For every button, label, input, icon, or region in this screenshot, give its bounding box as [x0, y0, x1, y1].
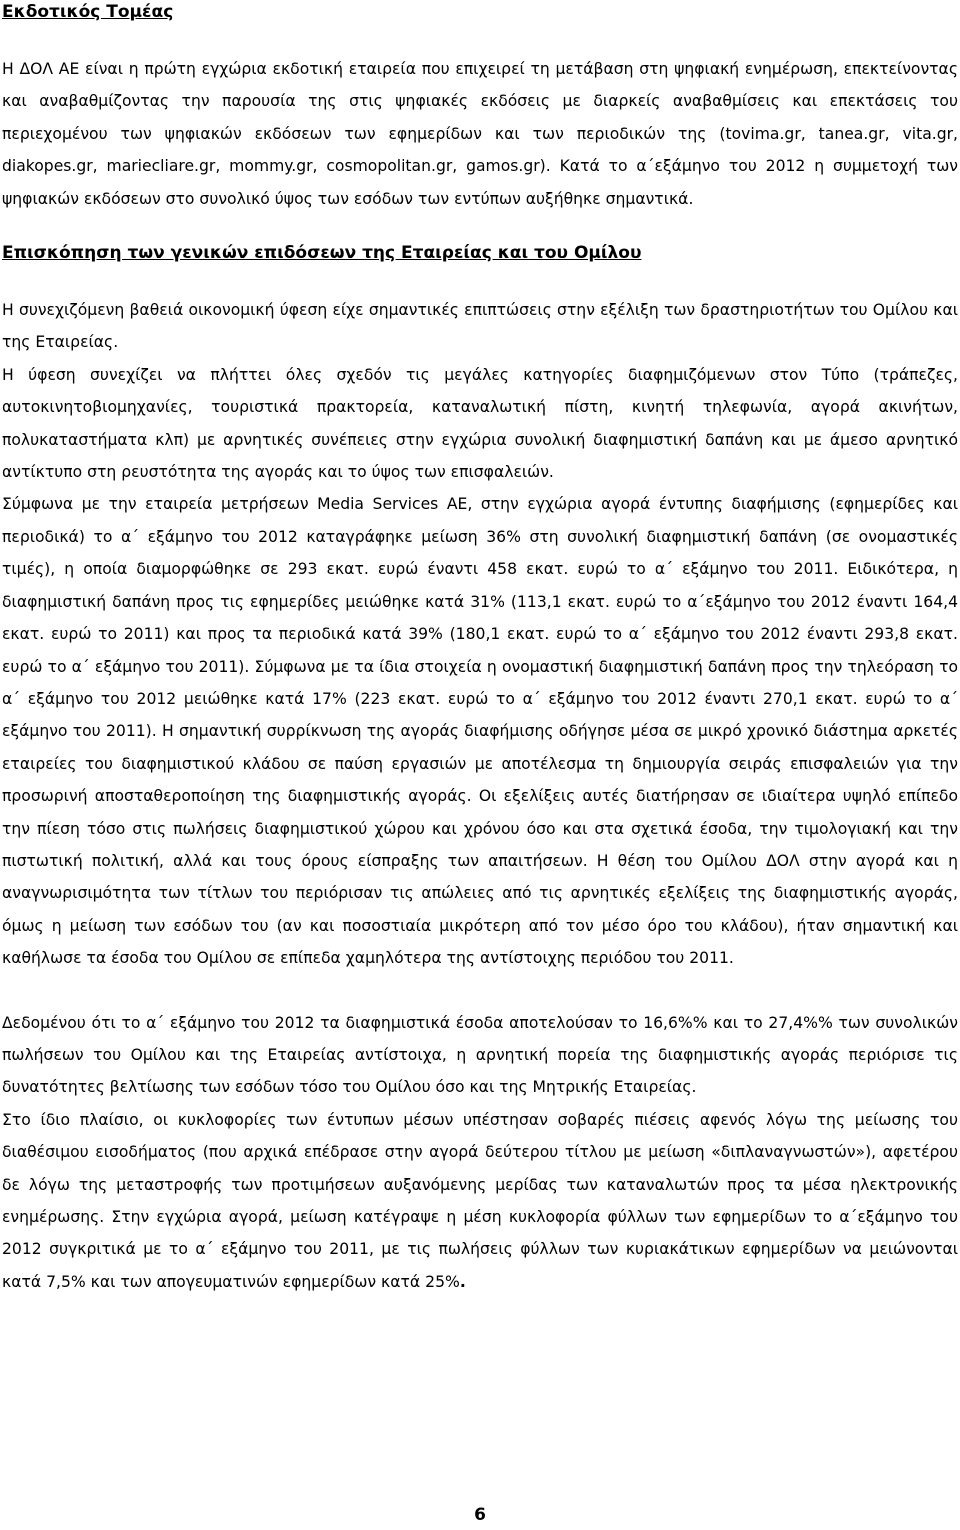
intro-paragraph: Η ΔΟΛ ΑΕ είναι η πρώτη εγχώρια εκδοτική εταιρεία που επιχειρεί τη μετάβαση στη ψηφιακή ενημέρωση, επεκτείνοντας και αναβαθμίζοντας την παρουσία της στις ψηφιακές εκδόσεις με διαρκείς αναβαθμίσεις και επεκτάσεις του περιεχομένου των ψηφιακών εκδόσεων των εφημερίδων και των περιοδικών της (tovima.gr, tanea.gr, vita.gr, diakopes.gr, mariecliare.gr, mommy.gr, cosmopolitan.gr, gamos.gr). Κατά το α΄εξάμηνο του 2012 η συμμετοχή των ψηφιακών εκδόσεων στο συνολικό ύψος των εσόδων των εντύπων αυξήθηκε σημαντικά. [2, 60, 958, 208]
overview-title: Επισκόπηση των γενικών επιδόσεων της Εταιρείας και του Ομίλου [2, 243, 642, 264]
overview-paragraph-5 [2, 1104, 958, 1298]
overview-paragraph-4: Δεδομένου ότι το α΄ εξάμηνο του 2012 τα διαφημιστικά έσοδα αποτελούσαν το 16,6%% και το 27,4%% των συνολικών πωλήσεων του Ομίλου και της Εταιρείας αντίστοιχα, η αρνητική πορεία της διαφημιστικής αγοράς περιόρισε τις δυνατότητες βελτίωσης των εσόδων τόσο του Ομίλου όσο και της Μητρικής Εταιρείας. [2, 1013, 958, 1097]
page-number: 6 [474, 1505, 486, 1525]
overview-paragraph-5-text: Στο ίδιο πλαίσιο, οι κυκλοφορίες των έντυπων μέσων υπέστησαν σοβαρές πιέσεις αφενός λόγω της μείωσης του διαθέσιμου εισοδήματος (που αρχικά επέδρασε στην αγορά δεύτερου τίτλου με μείωση «διπλαναγνωστών»), αφετέρου δε λόγω της μεταστροφής των προτιμήσεων αυξανόμενης μερίδας των καταναλωτών προς τα μέσα ηλεκτρονικής ενημέρωσης. Στην εγχώρια αγορά, μείωση κατέγραψε η μέση κυκλοφορία φύλλων των εφημερίδων το α΄εξάμηνο του 2012 συγκριτικά με το α΄ εξάμηνο του 2011, με τις πωλήσεις φύλλων των κυριακάτικων εφημερίδων να μειώνονται κατά 7,5% και των απογευματινών εφημερίδων κατά 25% [2, 1110, 958, 1291]
overview-paragraph-2: Η ύφεση συνεχίζει να πλήττει όλες σχεδόν τις μεγάλες κατηγορίες διαφημιζόμενων στον Τύπο (τράπεζες, αυτοκινητοβιομηχανίες, τουριστικά πρακτορεία, καταναλωτική πίστη, κινητή τηλεφωνία, αγορά ακινήτων, πολυκαταστήματα κλπ) με αρνητικές συνέπειες στην εγχώρια συνολική διαφημιστική δαπάνη και με άμεσο αρνητικό αντίκτυπο στη ρευστότητα της αγοράς και το ύψος των επισφαλειών. [2, 365, 958, 482]
page-content [2, 0, 958, 1298]
overview-paragraph-3: Σύμφωνα με την εταιρεία μετρήσεων Media Services AE, στην εγχώρια αγορά έντυπης διαφήμισης (εφημερίδες και περιοδικά) το α΄ εξάμηνο του 2012 καταγράφηκε μείωση 36% στη συνολική διαφημιστική δαπάνη (σε ονομαστικές τιμές), η οποία διαμορφώθηκε σε 293 εκατ. ευρώ έναντι 458 εκατ. ευρώ το α΄ εξάμηνο του 2011. Ειδικότερα, η διαφημιστική δαπάνη προς τις εφημερίδες μειώθηκε κατά 31% (113,1 εκατ. ευρώ το α΄εξάμηνο του 2012 έναντι 164,4 εκατ. ευρώ το 2011) και προς τα περιοδικά κατά 39% (180,1 εκατ. ευρώ το α΄ εξάμηνο του 2012 έναντι 293,8 εκατ. ευρώ το α΄ εξάμηνο του 2011). Σύμφωνα με τα ίδια στοιχεία η ονομαστική διαφημιστική δαπάνη προς την τηλεόραση το α΄ εξάμηνο του 2012 μειώθηκε κατά 17% (223 εκατ. ευρώ το α΄ εξάμηνο του 2012 έναντι 270,1 εκατ. ευρώ το α΄ εξάμηνο του 2011). Η σημαντική συρρίκνωση της αγοράς διαφήμισης οδήγησε μέσα σε μικρό χρονικό διάστημα αρκετές εταιρείες του διαφημιστικού κλάδου σε παύση εργασιών με αποτέλεσμα τη δημιουργία σειράς επισφαλειών για την προσωρινή αποσταθεροποίηση της διαφημιστικής αγοράς. Οι εξελίξεις αυτές διατήρησαν σε ιδιαίτερα υψηλό επίπεδο την πίεση τόσο στις πωλήσεις διαφημιστικού χώρου και χρόνου όσο και στα σχετικά έσοδα, την τιμολογιακή και την πιστωτική πολιτική, αλλά και τους όρους είσπραξης των απαιτήσεων. Η θέση του Ομίλου ΔΟΛ στην αγορά και η αναγνωρισιμότητα των τίτλων του περιόρισαν τις απώλειες από τις αρνητικές εξελίξεις της διαφημιστικής αγοράς, όμως η μείωση των εσόδων του (αν και ποσοστιαία μικρότερη από τον μέσο όρο του κλάδου), ήταν σημαντική και καθήλωσε τα έσοδα του Ομίλου σε επίπεδα χαμηλότερα της αντίστοιχης περιόδου του 2011. [2, 495, 958, 968]
section-title: Εκδοτικός Τομέας [2, 2, 174, 22]
overview-paragraph-1: Η συνεχιζόμενη βαθειά οικονομική ύφεση είχε σημαντικές επιπτώσεις στην εξέλιξη των δραστηριοτήτων του Ομίλου και της Εταιρείας. [2, 301, 958, 352]
final-period: . [459, 1272, 466, 1291]
